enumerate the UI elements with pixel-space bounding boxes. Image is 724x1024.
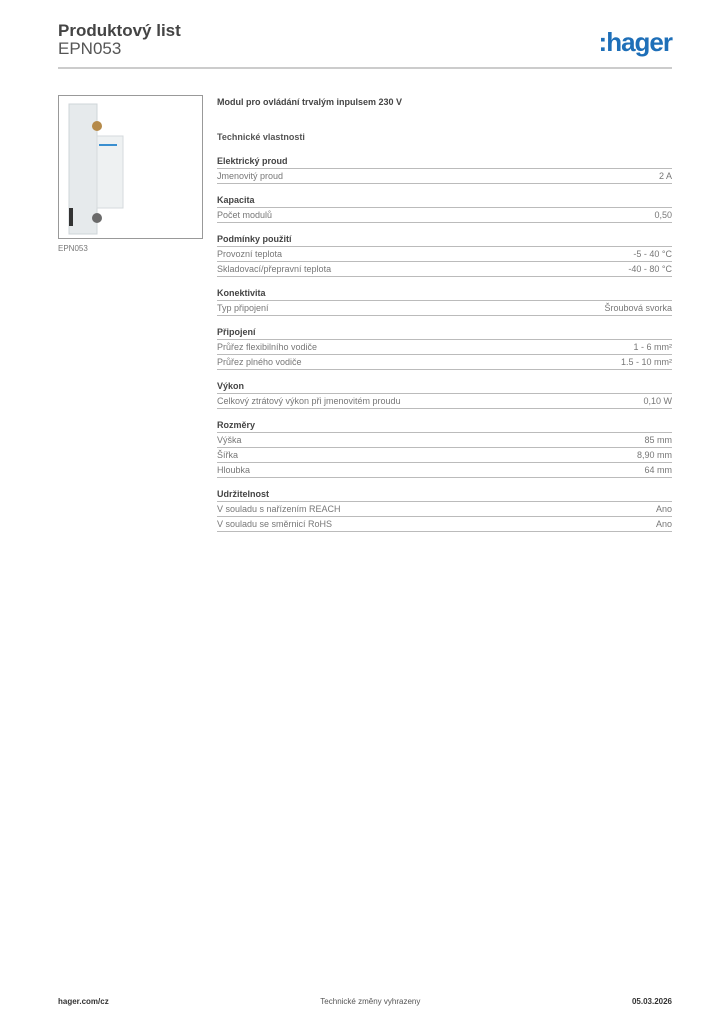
spec-row bbox=[217, 247, 672, 262]
spec-label: Výška bbox=[217, 435, 242, 445]
spec-row bbox=[217, 517, 672, 532]
hager-logo: :hager bbox=[598, 27, 672, 57]
spec-value: 64 mm bbox=[644, 465, 672, 475]
spec-value: 85 mm bbox=[644, 435, 672, 445]
header-divider bbox=[58, 67, 672, 69]
spec-row bbox=[217, 448, 672, 463]
product-image bbox=[58, 95, 203, 239]
spec-row bbox=[217, 394, 672, 409]
spec-group-title: Udržitelnost bbox=[217, 487, 672, 502]
spec-label: Typ připojení bbox=[217, 303, 269, 313]
spec-label: Šířka bbox=[217, 450, 239, 460]
spec-row bbox=[217, 355, 672, 370]
spec-label: Průřez flexibilního vodiče bbox=[217, 342, 318, 352]
spec-label: Jmenovitý proud bbox=[217, 171, 284, 181]
spec-row bbox=[217, 208, 672, 223]
footer-date: 05.03.2026 bbox=[631, 997, 672, 1006]
spec-group bbox=[217, 286, 672, 316]
spec-label: Hloubka bbox=[217, 465, 251, 475]
spec-value: 8,90 mm bbox=[636, 450, 672, 460]
page-title: Produktový list bbox=[58, 21, 181, 40]
spec-row bbox=[217, 340, 672, 355]
spec-group-title: Výkon bbox=[217, 379, 672, 394]
spec-group bbox=[217, 154, 672, 184]
spec-label: Průřez plného vodiče bbox=[217, 357, 302, 367]
spec-group-title: Konektivita bbox=[217, 286, 672, 301]
spec-value: -5 - 40 °C bbox=[633, 249, 672, 259]
spec-row bbox=[217, 433, 672, 448]
spec-content bbox=[217, 95, 672, 541]
spec-label: Počet modulů bbox=[217, 210, 273, 220]
product-code: EPN053 bbox=[58, 39, 122, 58]
spec-value: -40 - 80 °C bbox=[628, 264, 672, 274]
spec-label: Provozní teplota bbox=[217, 249, 283, 259]
spec-value: 1 - 6 mm² bbox=[633, 342, 672, 352]
spec-group bbox=[217, 487, 672, 532]
spec-value: 0,10 W bbox=[643, 396, 672, 406]
spec-group bbox=[217, 418, 672, 478]
spec-row bbox=[217, 301, 672, 316]
spec-group-title: Elektrický proud bbox=[217, 154, 672, 169]
spec-value: 0,50 bbox=[654, 210, 672, 220]
spec-value: Ano bbox=[655, 519, 672, 529]
spec-group bbox=[217, 232, 672, 277]
spec-label: V souladu se směrnicí RoHS bbox=[217, 519, 333, 529]
footer-disclaimer: Technické změny vyhrazeny bbox=[320, 997, 421, 1006]
spec-group-title: Kapacita bbox=[217, 193, 672, 208]
spec-group bbox=[217, 379, 672, 409]
spec-row bbox=[217, 463, 672, 478]
spec-label: Celkový ztrátový výkon při jmenovitém proudu bbox=[217, 396, 401, 406]
section-title: Technické vlastnosti bbox=[217, 132, 305, 142]
spec-row bbox=[217, 502, 672, 517]
spec-group bbox=[217, 193, 672, 223]
circuit-module-illustration bbox=[59, 96, 202, 238]
spec-group-title: Připojení bbox=[217, 325, 672, 340]
footer bbox=[58, 997, 672, 1006]
image-caption: EPN053 bbox=[58, 244, 88, 253]
spec-group-title: Podmínky použití bbox=[217, 232, 672, 247]
spec-row bbox=[217, 262, 672, 277]
spec-row bbox=[217, 169, 672, 184]
spec-value: Ano bbox=[655, 504, 672, 514]
spec-label: V souladu s nařízením REACH bbox=[217, 504, 341, 514]
spec-value: 2 A bbox=[658, 171, 672, 181]
spec-label: Skladovací/přepravní teplota bbox=[217, 264, 332, 274]
spec-value: Šroubová svorka bbox=[604, 303, 672, 313]
spec-group bbox=[217, 325, 672, 370]
spec-value: 1.5 - 10 mm² bbox=[620, 357, 672, 367]
footer-website-link[interactable]: hager.com/cz bbox=[58, 997, 109, 1006]
product-name: Modul pro ovládání trvalým inpulsem 230 V bbox=[217, 97, 403, 107]
spec-group-title: Rozměry bbox=[217, 418, 672, 433]
